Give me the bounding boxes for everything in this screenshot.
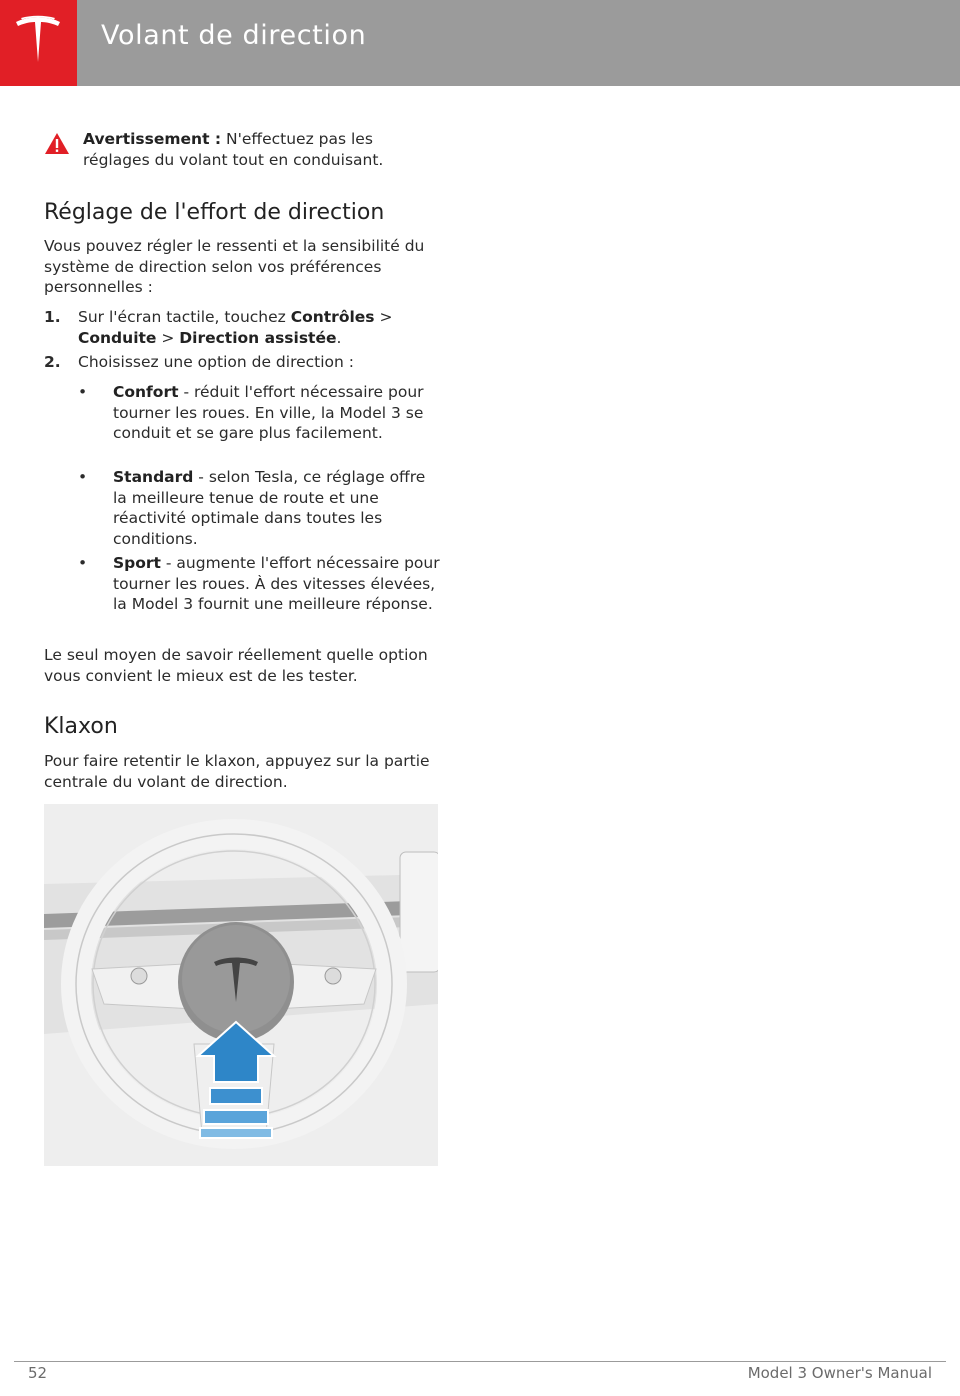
step-1-text: Sur l'écran tactile, touchez	[78, 308, 291, 326]
bullet-glyph: •	[78, 468, 88, 486]
page-header	[0, 0, 960, 86]
menu-separator: >	[156, 328, 180, 347]
page-title: Volant de direction	[101, 20, 367, 51]
menu-controls: Contrôles	[290, 308, 375, 326]
effort-intro: Vous pouvez régler le ressenti et la sensibilité du système de direction selon vos préférences personnelles :	[44, 237, 425, 296]
menu-driving: Conduite	[78, 328, 157, 347]
option-name: Sport	[113, 554, 161, 572]
left-scroll-button	[131, 968, 147, 984]
footer-divider	[14, 1361, 946, 1362]
warning-box	[44, 129, 440, 171]
option-name: Confort	[113, 383, 179, 401]
right-scroll-button	[325, 968, 341, 984]
section-heading-klaxon: Klaxon	[44, 714, 118, 739]
step-number: 2.	[44, 353, 61, 371]
menu-separator: >	[374, 308, 393, 326]
option-desc: - selon Tesla, ce réglage offre la meilleure tenue de route et une réactivité optimale dans toutes les conditions.	[113, 468, 426, 548]
warning-triangle-icon	[44, 132, 70, 155]
steering-wheel-drawing	[44, 804, 438, 1166]
warning-text	[83, 129, 440, 171]
step-number: 1.	[44, 308, 61, 326]
klaxon-text: Pour faire retentir le klaxon, appuyez sur la partie centrale du volant de direction.	[44, 752, 430, 791]
option-sport	[78, 553, 440, 615]
page-number: 52	[28, 1364, 48, 1382]
step-1	[44, 307, 440, 348]
manual-title: Model 3 Owner's Manual	[747, 1364, 932, 1382]
option-confort	[78, 382, 440, 444]
steering-wheel-illustration	[44, 804, 438, 1166]
menu-steering-mode: Direction assistée	[179, 328, 337, 347]
step-2	[44, 352, 440, 373]
section-heading-effort: Réglage de l'effort de direction	[44, 200, 385, 225]
bullet-glyph: •	[78, 383, 88, 401]
option-name: Standard	[113, 468, 194, 486]
effort-outro: Le seul moyen de savoir réellement quelle option vous convient le mieux est de les tester.	[44, 646, 428, 685]
tesla-logo-icon	[13, 15, 63, 71]
step-2-text: Choisissez une option de direction :	[78, 353, 354, 371]
option-standard	[78, 467, 440, 549]
bullet-glyph: •	[78, 554, 88, 572]
tesla-logo-box	[0, 0, 77, 86]
step-1-end: .	[336, 328, 342, 347]
touchscreen-shape	[400, 852, 438, 972]
warning-label: Avertissement :	[83, 130, 222, 148]
option-desc: - réduit l'effort nécessaire pour tourner les roues. En ville, la Model 3 se conduit et se gare plus facilement.	[113, 383, 424, 442]
warning-body: N'effectuez pas les réglages du volant tout en conduisant.	[83, 130, 384, 169]
option-desc: - augmente l'effort nécessaire pour tourner les roues. À des vitesses élevées, la Model 3 fournit une meilleure réponse.	[113, 554, 440, 613]
